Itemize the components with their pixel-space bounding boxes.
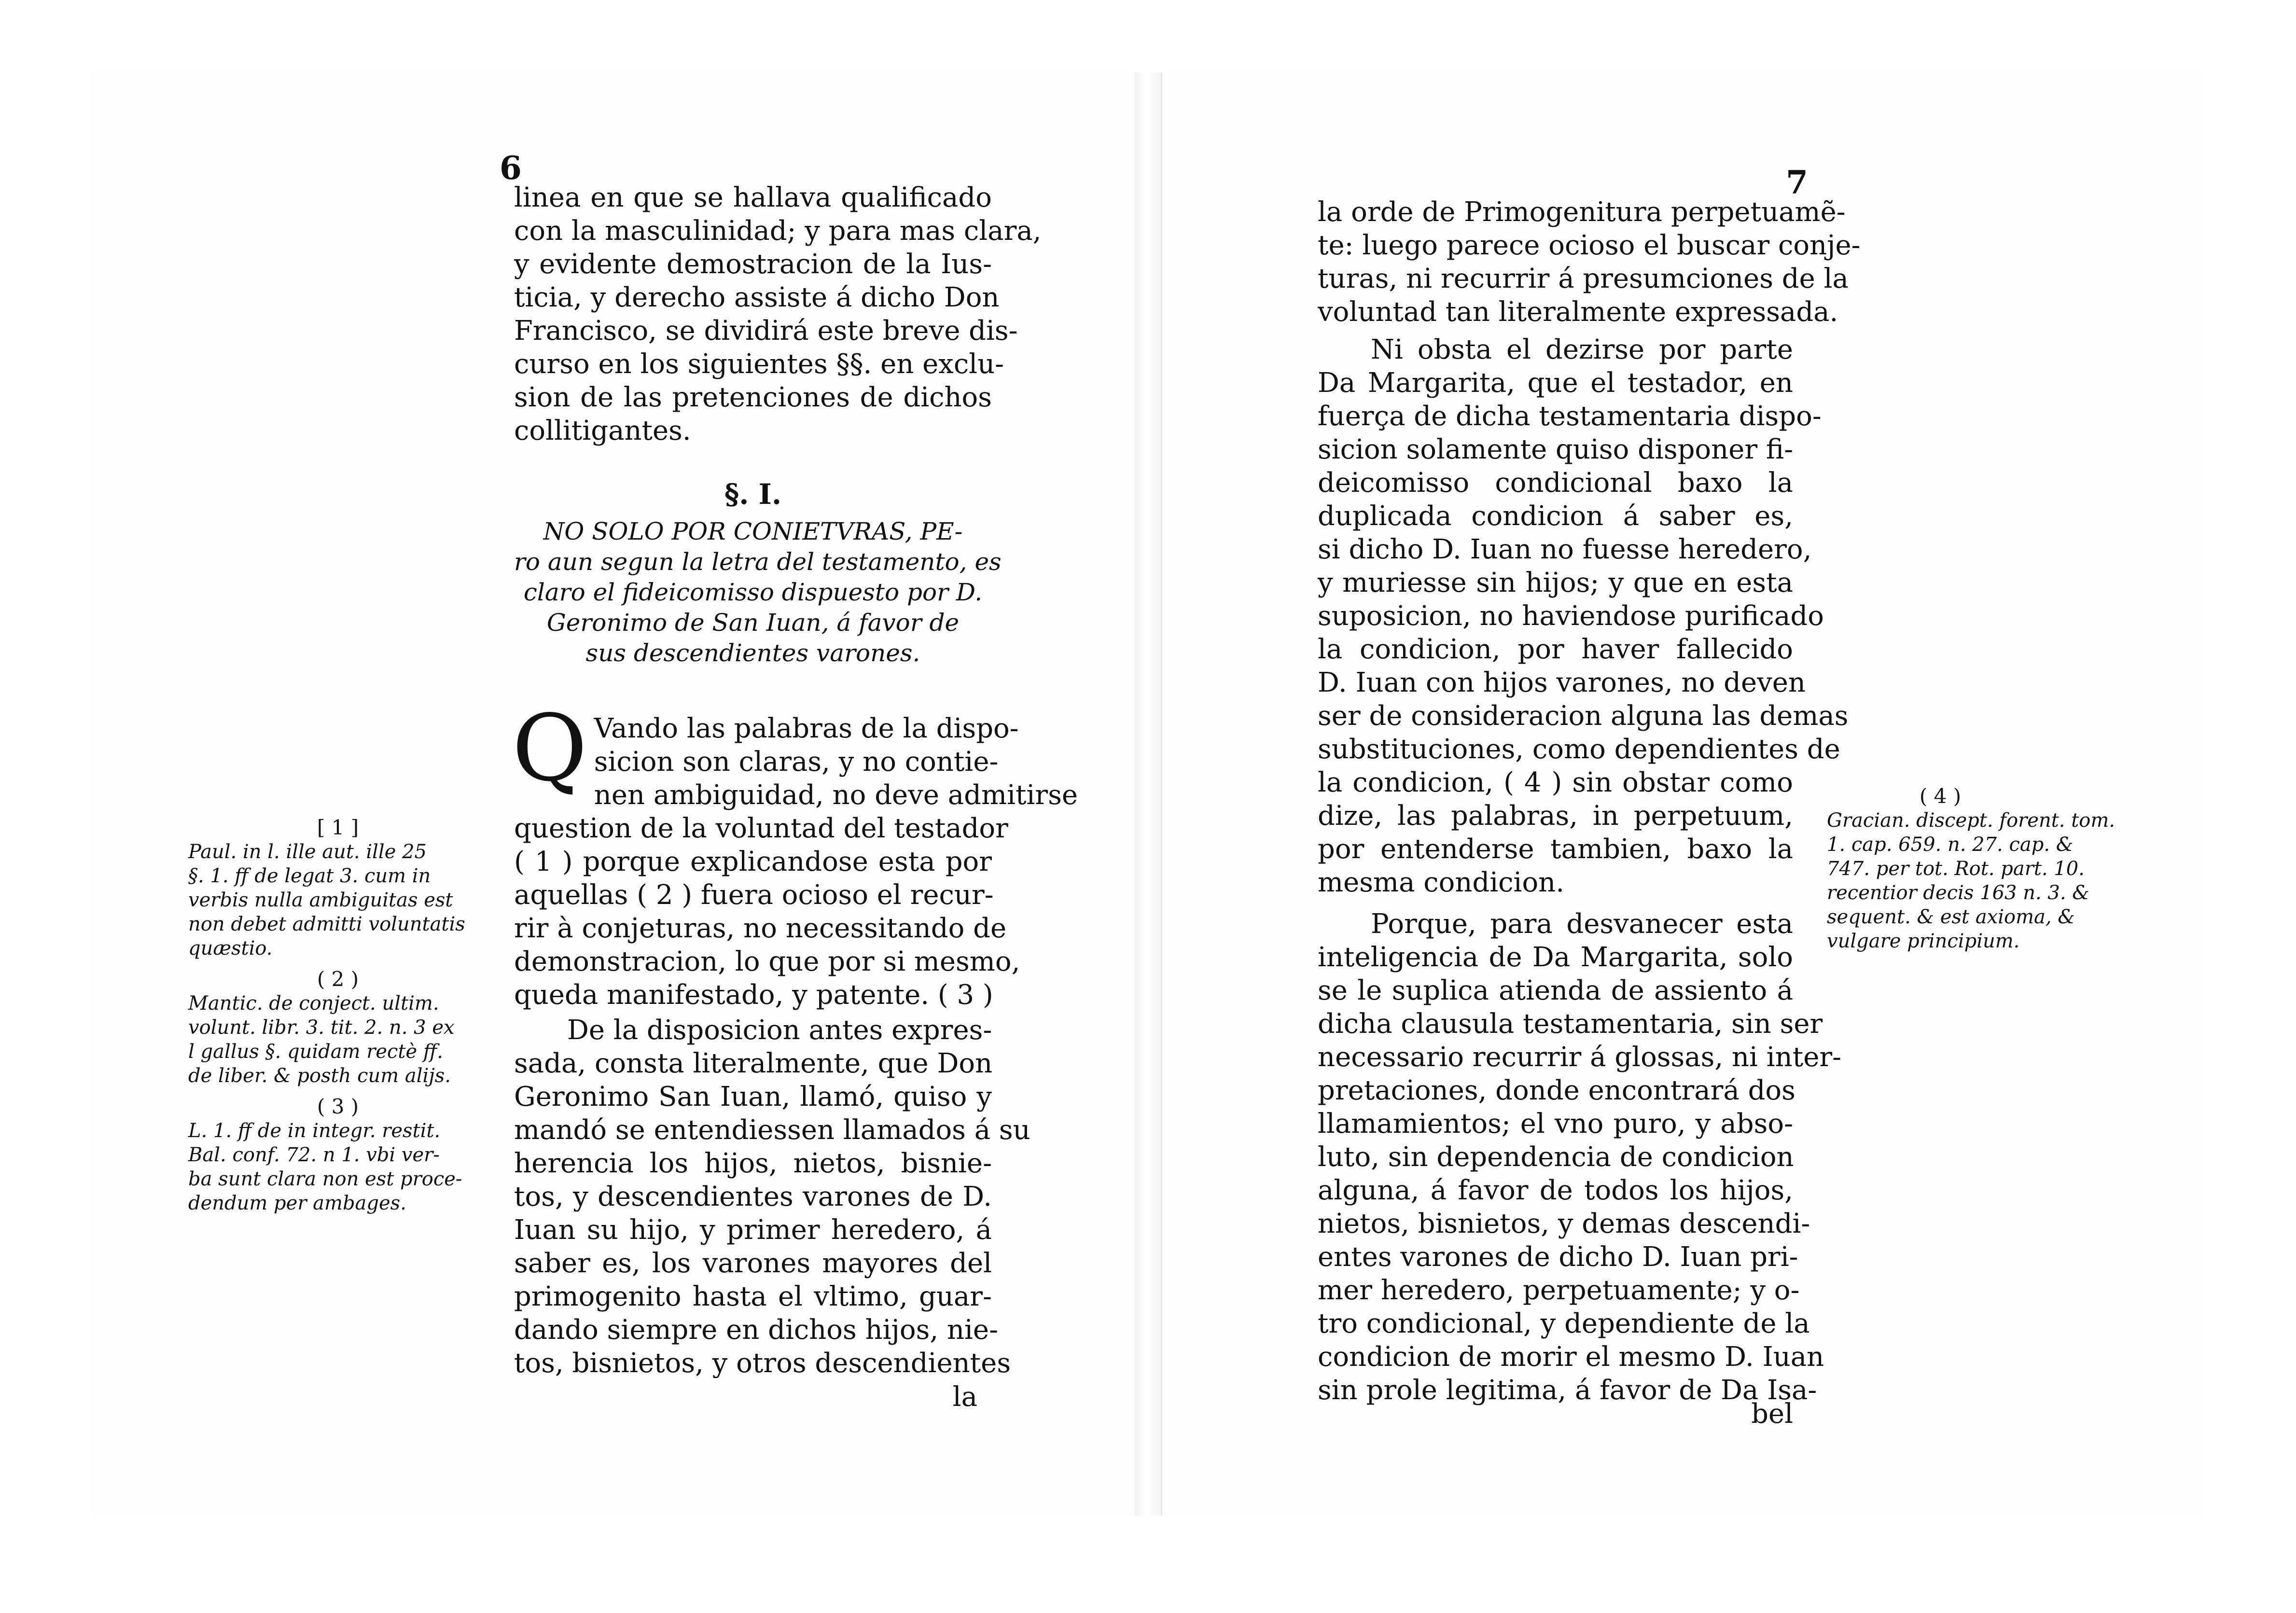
note-line: dendum per ambages. — [188, 1192, 406, 1214]
right-second-paragraph — [1318, 333, 1849, 899]
intro-line: linea en que se hallava qualificado — [514, 182, 992, 213]
note-mark: [ 1 ] — [317, 816, 359, 839]
intro-line: y evidente demostracion de la Ius- — [514, 249, 992, 280]
second-line: ser de consideracion alguna las demas — [1318, 700, 1849, 732]
first-line: turas, ni recurrir á presumciones de la — [1318, 263, 1849, 294]
second-line: fuerça de dicha testamentaria dispo- — [1318, 401, 1822, 432]
second-line: tos, y descendientes varones de D. — [514, 1181, 992, 1212]
third-line: luto, sin dependencia de condicion — [1318, 1141, 1794, 1173]
second-line: y muriesse sin hijos; y que en esta — [1318, 567, 1793, 598]
note-line: ba sunt clara non est proce- — [188, 1168, 462, 1190]
note-mark: ( 3 ) — [317, 1095, 359, 1118]
second-line: saber es, los varones mayores del — [514, 1248, 992, 1279]
first-line: voluntad tan literalmente expressada. — [1318, 296, 1838, 328]
intro-line: ticia, y derecho assiste á dicho Don — [514, 282, 1000, 313]
third-line: necessario recurrir á glossas, ni inter- — [1318, 1042, 1842, 1073]
page-number-left: 6 — [500, 149, 522, 187]
note-mark: ( 2 ) — [317, 967, 359, 991]
third-line: inteligencia de Da Margarita, solo — [1318, 942, 1793, 973]
note-line: Paul. in l. ille aut. ille 25 — [188, 841, 427, 863]
third-line: entes varones de dicho D. Iuan pri- — [1318, 1241, 1798, 1273]
second-line: De la disposicion antes expres- — [567, 1015, 992, 1046]
left-marginal-notes — [188, 816, 487, 1215]
main-line: aquellas ( 2 ) fuera ocioso el recur- — [514, 879, 994, 911]
second-line: la condicion, ( 4 ) sin obstar como — [1318, 767, 1793, 798]
second-line: D. Iuan con hijos varones, no deven — [1318, 667, 1806, 698]
first-line: te: luego parece ocioso el buscar conje- — [1318, 230, 1861, 261]
left-main-paragraph — [512, 695, 1078, 1012]
main-line: Vando las palabras de la dispo- — [594, 713, 1019, 744]
second-line: dize, las palabras, in perpetuum, — [1318, 800, 1793, 832]
note-line: volunt. libr. 3. tit. 2. n. 3 ex — [188, 1016, 455, 1039]
third-line: nietos, bisnietos, y demas descendi- — [1318, 1208, 1810, 1239]
third-line: tro condicional, y dependiente de la — [1318, 1308, 1810, 1339]
second-line: dando siempre en dichos hijos, nie- — [514, 1314, 998, 1346]
left-second-paragraph — [514, 1014, 1030, 1380]
drop-cap: Q — [512, 695, 587, 802]
main-line: sicion son claras, y no contie- — [594, 746, 999, 778]
note-line: Gracian. discept. forent. tom. — [1827, 809, 2115, 832]
left-catchword-wrap — [514, 1380, 977, 1414]
note-line: sequent. & est axioma, & — [1827, 906, 2075, 928]
third-line: llamamientos; el vno puro, y abso- — [1318, 1108, 1793, 1140]
second-line: la condicion, por haver fallecido — [1318, 634, 1793, 665]
page-number-right: 7 — [1786, 164, 1808, 201]
second-line: por entenderse tambien, baxo la — [1318, 834, 1793, 865]
right-catchword-wrap — [1318, 1397, 1793, 1431]
note-line: non debet admitti voluntatis — [188, 913, 465, 935]
note-line: 747. per tot. Rot. part. 10. — [1827, 858, 2085, 880]
second-line: herencia los hijos, nietos, bisnie- — [514, 1148, 992, 1179]
note-line: verbis nulla ambiguitas est — [188, 889, 453, 911]
main-line: queda manifestado, y patente. ( 3 ) — [514, 979, 993, 1011]
main-line: question de la voluntad del testador — [514, 813, 1008, 844]
book-gutter — [1134, 72, 1161, 1516]
intro-line: curso en los siguientes §§. en exclu- — [514, 348, 1004, 380]
second-line: substituciones, como dependientes de — [1318, 734, 1840, 765]
note-mark: ( 4 ) — [1919, 784, 1962, 808]
note-line: recentior decis 163 n. 3. & — [1827, 882, 2089, 904]
note-line: quæstio. — [188, 937, 273, 959]
catchword-right: bel — [1751, 1398, 1793, 1430]
right-first-paragraph — [1318, 195, 1861, 329]
note-line: §. 1. ff de legat 3. cum in — [188, 865, 431, 887]
left-intro-paragraph — [514, 181, 1042, 447]
title-line: ro aun segun la letra del testamento, es — [514, 548, 1002, 576]
intro-line: con la masculinidad; y para mas clara, — [514, 215, 1042, 247]
note-line: Mantic. de conject. ultim. — [188, 992, 439, 1015]
second-line: Ni obsta el dezirse por parte — [1371, 334, 1793, 365]
title-line: Geronimo de San Iuan, á favor de — [546, 609, 960, 637]
second-line: primogenito hasta el vltimo, guar- — [514, 1281, 992, 1312]
second-line: Da Margarita, que el testador, en — [1318, 367, 1793, 399]
main-line: ( 1 ) porque explicandose esta por — [514, 846, 992, 877]
catchword-left: la — [952, 1381, 977, 1413]
second-line: Geronimo San Iuan, llamó, quiso y — [514, 1081, 992, 1112]
second-line: sicion solamente quiso disponer fi- — [1318, 434, 1794, 465]
second-line: si dicho D. Iuan no fuesse heredero, — [1318, 534, 1812, 565]
intro-line: collitigantes. — [514, 415, 691, 446]
section-title — [514, 516, 1002, 668]
second-line: tos, bisnietos, y otros descendientes — [514, 1348, 1011, 1379]
second-line: suposicion, no haviendose purificado — [1318, 600, 1824, 632]
title-line: sus descendientes varones. — [585, 639, 920, 667]
note-line: de liber. & posth cum alijs. — [188, 1065, 451, 1087]
second-line: sada, consta literalmente, que Don — [514, 1048, 993, 1079]
third-line: Porque, para desvanecer esta — [1371, 908, 1793, 940]
third-line: sin prole legitima, á favor de Da Isa- — [1318, 1375, 1817, 1406]
first-line: la orde de Primogenitura perpetuamẽ- — [1318, 196, 1846, 228]
note-line: vulgare principium. — [1827, 930, 2020, 952]
second-line: duplicada condicion á saber es, — [1318, 501, 1793, 532]
third-line: alguna, á favor de todos los hijos, — [1318, 1175, 1793, 1206]
intro-line: Francisco, se dividirá este breve dis- — [514, 315, 1018, 347]
section-mark: §. I. — [724, 478, 782, 511]
note-line: l gallus §. quidam rectè ff. — [188, 1041, 443, 1063]
note-line: L. 1. ff de in integr. restit. — [188, 1120, 441, 1142]
right-third-paragraph — [1318, 907, 1842, 1407]
second-line: mandó se entendiessen llamados á su — [514, 1114, 1030, 1146]
main-line: nen ambiguidad, no deve admitirse — [594, 779, 1078, 811]
third-line: condicion de morir el mesmo D. Iuan — [1318, 1341, 1824, 1373]
third-line: mer heredero, perpetuamente; y o- — [1318, 1275, 1800, 1306]
third-line: dicha clausula testamentaria, sin ser — [1318, 1008, 1823, 1040]
third-line: se le suplica atienda de assiento á — [1318, 975, 1793, 1006]
intro-line: sion de las pretenciones de dichos — [514, 382, 992, 413]
second-line: mesma condicion. — [1318, 867, 1565, 898]
note-line: Bal. conf. 72. n 1. vbi ver- — [188, 1144, 440, 1166]
second-line: deicomisso condicional baxo la — [1318, 467, 1793, 499]
note-line: 1. cap. 659. n. 27. cap. & — [1827, 834, 2073, 856]
title-line: claro el fideicomisso dispuesto por D. — [523, 578, 983, 606]
title-line: NO SOLO POR CONIETVRAS, PE- — [543, 517, 963, 545]
main-line: rir à conjeturas, no necessitando de — [514, 913, 1007, 944]
right-marginal-notes — [1827, 784, 2115, 953]
main-line: demonstracion, lo que por si mesmo, — [514, 946, 1020, 977]
second-line: Iuan su hijo, y primer heredero, á — [514, 1214, 992, 1246]
third-line: pretaciones, donde encontrará dos — [1318, 1075, 1795, 1106]
